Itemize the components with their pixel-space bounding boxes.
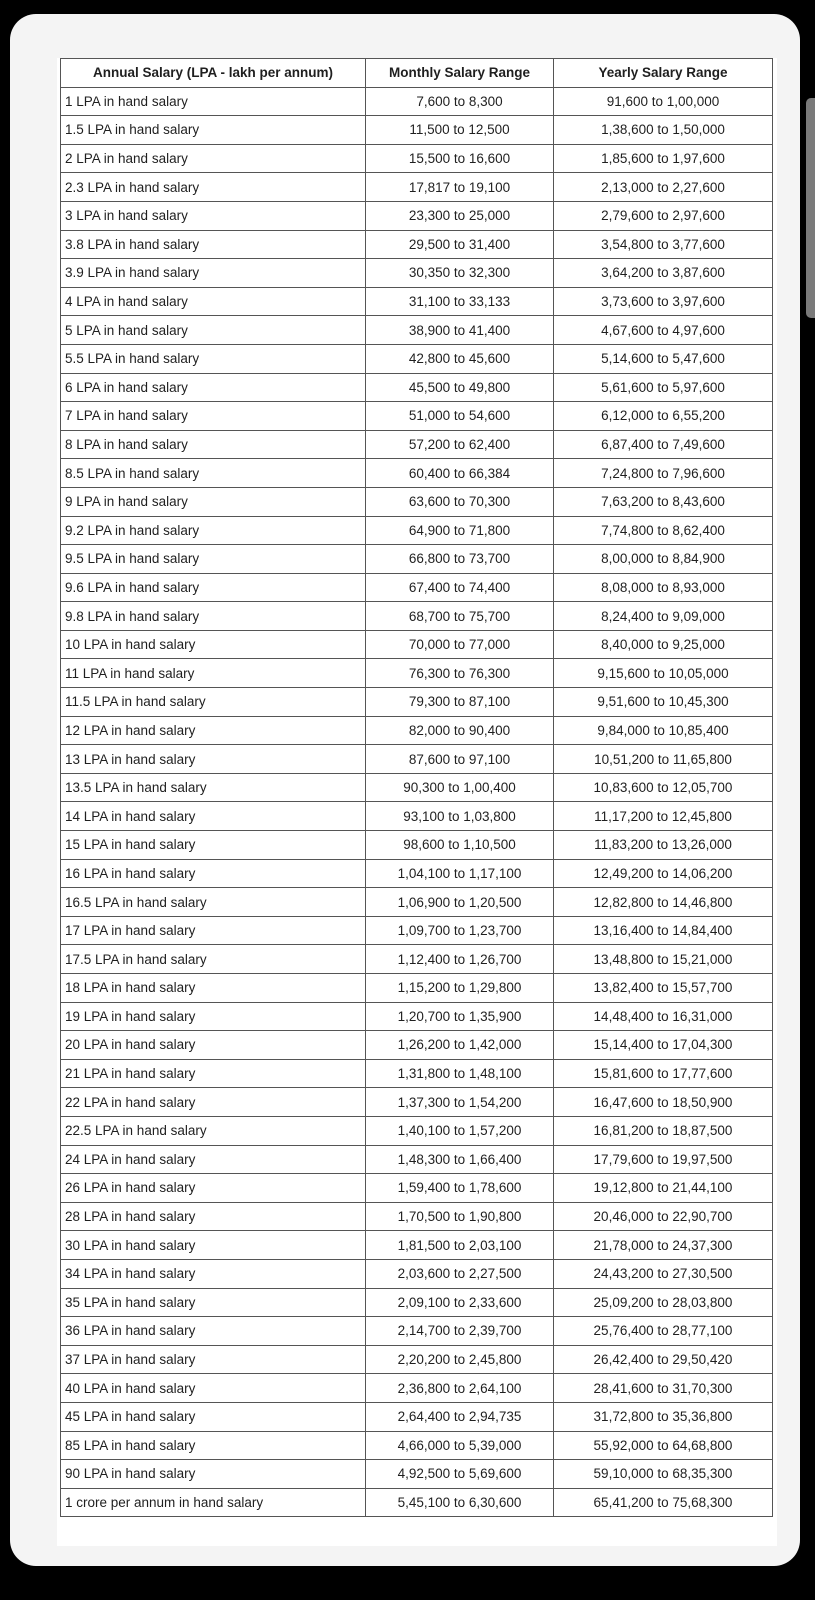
annual-salary-cell: 10 LPA in hand salary bbox=[61, 630, 366, 659]
annual-salary-cell: 18 LPA in hand salary bbox=[61, 974, 366, 1003]
monthly-range-cell: 98,600 to 1,10,500 bbox=[366, 831, 554, 860]
table-row bbox=[61, 831, 773, 860]
monthly-range-cell: 76,300 to 76,300 bbox=[366, 659, 554, 688]
monthly-range-cell: 1,20,700 to 1,35,900 bbox=[366, 1002, 554, 1031]
monthly-range-cell: 23,300 to 25,000 bbox=[366, 201, 554, 230]
annual-salary-cell: 20 LPA in hand salary bbox=[61, 1031, 366, 1060]
monthly-range-cell: 1,37,300 to 1,54,200 bbox=[366, 1088, 554, 1117]
yearly-range-cell: 17,79,600 to 19,97,500 bbox=[554, 1145, 773, 1174]
table-row bbox=[61, 116, 773, 145]
table-row bbox=[61, 1288, 773, 1317]
monthly-range-cell: 64,900 to 71,800 bbox=[366, 516, 554, 545]
table-row bbox=[61, 373, 773, 402]
yearly-range-cell: 8,40,000 to 9,25,000 bbox=[554, 630, 773, 659]
image-card bbox=[10, 14, 800, 1566]
monthly-range-cell: 1,04,100 to 1,17,100 bbox=[366, 859, 554, 888]
yearly-range-cell: 3,73,600 to 3,97,600 bbox=[554, 287, 773, 316]
monthly-range-cell: 63,600 to 70,300 bbox=[366, 487, 554, 516]
yearly-range-cell: 9,84,000 to 10,85,400 bbox=[554, 716, 773, 745]
yearly-range-cell: 11,17,200 to 12,45,800 bbox=[554, 802, 773, 831]
table-row bbox=[61, 859, 773, 888]
annual-salary-cell: 16 LPA in hand salary bbox=[61, 859, 366, 888]
annual-salary-cell: 22 LPA in hand salary bbox=[61, 1088, 366, 1117]
table-row bbox=[61, 974, 773, 1003]
annual-salary-cell: 26 LPA in hand salary bbox=[61, 1174, 366, 1203]
yearly-range-cell: 6,87,400 to 7,49,600 bbox=[554, 430, 773, 459]
table-row bbox=[61, 1088, 773, 1117]
annual-salary-cell: 35 LPA in hand salary bbox=[61, 1288, 366, 1317]
table-row bbox=[61, 916, 773, 945]
monthly-range-cell: 87,600 to 97,100 bbox=[366, 745, 554, 774]
annual-salary-cell: 6 LPA in hand salary bbox=[61, 373, 366, 402]
monthly-range-cell: 31,100 to 33,133 bbox=[366, 287, 554, 316]
yearly-range-cell: 12,49,200 to 14,06,200 bbox=[554, 859, 773, 888]
yearly-range-cell: 4,67,600 to 4,97,600 bbox=[554, 316, 773, 345]
monthly-range-cell: 1,12,400 to 1,26,700 bbox=[366, 945, 554, 974]
yearly-range-cell: 7,63,200 to 8,43,600 bbox=[554, 487, 773, 516]
annual-salary-cell: 7 LPA in hand salary bbox=[61, 402, 366, 431]
monthly-range-cell: 1,40,100 to 1,57,200 bbox=[366, 1116, 554, 1145]
yearly-range-cell: 65,41,200 to 75,68,300 bbox=[554, 1488, 773, 1517]
monthly-range-cell: 2,20,200 to 2,45,800 bbox=[366, 1345, 554, 1374]
yearly-range-cell: 13,16,400 to 14,84,400 bbox=[554, 916, 773, 945]
annual-salary-cell: 37 LPA in hand salary bbox=[61, 1345, 366, 1374]
table-row bbox=[61, 516, 773, 545]
table-row bbox=[61, 459, 773, 488]
annual-salary-cell: 24 LPA in hand salary bbox=[61, 1145, 366, 1174]
yearly-range-cell: 15,14,400 to 17,04,300 bbox=[554, 1031, 773, 1060]
annual-salary-cell: 14 LPA in hand salary bbox=[61, 802, 366, 831]
yearly-range-cell: 16,47,600 to 18,50,900 bbox=[554, 1088, 773, 1117]
monthly-range-cell: 60,400 to 66,384 bbox=[366, 459, 554, 488]
annual-salary-cell: 3.8 LPA in hand salary bbox=[61, 230, 366, 259]
annual-salary-cell: 9.8 LPA in hand salary bbox=[61, 602, 366, 631]
annual-salary-cell: 1.5 LPA in hand salary bbox=[61, 116, 366, 145]
table-row bbox=[61, 573, 773, 602]
monthly-range-cell: 82,000 to 90,400 bbox=[366, 716, 554, 745]
monthly-range-cell: 38,900 to 41,400 bbox=[366, 316, 554, 345]
monthly-range-cell: 2,14,700 to 2,39,700 bbox=[366, 1317, 554, 1346]
table-row bbox=[61, 1002, 773, 1031]
annual-salary-cell: 9 LPA in hand salary bbox=[61, 487, 366, 516]
table-row bbox=[61, 716, 773, 745]
yearly-range-cell: 8,24,400 to 9,09,000 bbox=[554, 602, 773, 631]
monthly-range-cell: 1,09,700 to 1,23,700 bbox=[366, 916, 554, 945]
yearly-range-cell: 10,51,200 to 11,65,800 bbox=[554, 745, 773, 774]
monthly-range-cell: 11,500 to 12,500 bbox=[366, 116, 554, 145]
annual-salary-cell: 85 LPA in hand salary bbox=[61, 1431, 366, 1460]
annual-salary-cell: 30 LPA in hand salary bbox=[61, 1231, 366, 1260]
monthly-range-cell: 4,66,000 to 5,39,000 bbox=[366, 1431, 554, 1460]
yearly-range-cell: 3,64,200 to 3,87,600 bbox=[554, 259, 773, 288]
monthly-range-cell: 45,500 to 49,800 bbox=[366, 373, 554, 402]
yearly-range-cell: 3,54,800 to 3,77,600 bbox=[554, 230, 773, 259]
yearly-range-cell: 13,48,800 to 15,21,000 bbox=[554, 945, 773, 974]
header-monthly-range: Monthly Salary Range bbox=[366, 59, 554, 88]
monthly-range-cell: 5,45,100 to 6,30,600 bbox=[366, 1488, 554, 1517]
monthly-range-cell: 1,06,900 to 1,20,500 bbox=[366, 888, 554, 917]
yearly-range-cell: 21,78,000 to 24,37,300 bbox=[554, 1231, 773, 1260]
yearly-range-cell: 1,38,600 to 1,50,000 bbox=[554, 116, 773, 145]
table-row bbox=[61, 1231, 773, 1260]
yearly-range-cell: 24,43,200 to 27,30,500 bbox=[554, 1259, 773, 1288]
table-row bbox=[61, 402, 773, 431]
annual-salary-cell: 2 LPA in hand salary bbox=[61, 144, 366, 173]
table-row bbox=[61, 602, 773, 631]
annual-salary-cell: 3.9 LPA in hand salary bbox=[61, 259, 366, 288]
yearly-range-cell: 55,92,000 to 64,68,800 bbox=[554, 1431, 773, 1460]
monthly-range-cell: 70,000 to 77,000 bbox=[366, 630, 554, 659]
yearly-range-cell: 10,83,600 to 12,05,700 bbox=[554, 773, 773, 802]
monthly-range-cell: 51,000 to 54,600 bbox=[366, 402, 554, 431]
table-row bbox=[61, 259, 773, 288]
yearly-range-cell: 6,12,000 to 6,55,200 bbox=[554, 402, 773, 431]
table-row bbox=[61, 173, 773, 202]
monthly-range-cell: 1,81,500 to 2,03,100 bbox=[366, 1231, 554, 1260]
annual-salary-cell: 1 LPA in hand salary bbox=[61, 87, 366, 116]
table-row bbox=[61, 87, 773, 116]
table-row bbox=[61, 1374, 773, 1403]
yearly-range-cell: 9,15,600 to 10,05,000 bbox=[554, 659, 773, 688]
monthly-range-cell: 68,700 to 75,700 bbox=[366, 602, 554, 631]
annual-salary-cell: 8 LPA in hand salary bbox=[61, 430, 366, 459]
annual-salary-cell: 3 LPA in hand salary bbox=[61, 201, 366, 230]
yearly-range-cell: 2,79,600 to 2,97,600 bbox=[554, 201, 773, 230]
yearly-range-cell: 25,09,200 to 28,03,800 bbox=[554, 1288, 773, 1317]
monthly-range-cell: 30,350 to 32,300 bbox=[366, 259, 554, 288]
monthly-range-cell: 1,31,800 to 1,48,100 bbox=[366, 1059, 554, 1088]
yearly-range-cell: 26,42,400 to 29,50,420 bbox=[554, 1345, 773, 1374]
annual-salary-cell: 2.3 LPA in hand salary bbox=[61, 173, 366, 202]
document-sheet bbox=[57, 58, 777, 1546]
yearly-range-cell: 1,85,600 to 1,97,600 bbox=[554, 144, 773, 173]
annual-salary-cell: 1 crore per annum in hand salary bbox=[61, 1488, 366, 1517]
annual-salary-cell: 22.5 LPA in hand salary bbox=[61, 1116, 366, 1145]
annual-salary-cell: 15 LPA in hand salary bbox=[61, 831, 366, 860]
table-row bbox=[61, 1488, 773, 1517]
yearly-range-cell: 9,51,600 to 10,45,300 bbox=[554, 688, 773, 717]
annual-salary-cell: 28 LPA in hand salary bbox=[61, 1202, 366, 1231]
table-row bbox=[61, 688, 773, 717]
annual-salary-cell: 13 LPA in hand salary bbox=[61, 745, 366, 774]
annual-salary-cell: 34 LPA in hand salary bbox=[61, 1259, 366, 1288]
annual-salary-cell: 36 LPA in hand salary bbox=[61, 1317, 366, 1346]
annual-salary-cell: 9.5 LPA in hand salary bbox=[61, 545, 366, 574]
annual-salary-cell: 17 LPA in hand salary bbox=[61, 916, 366, 945]
table-row bbox=[61, 287, 773, 316]
yearly-range-cell: 7,24,800 to 7,96,600 bbox=[554, 459, 773, 488]
header-annual-salary: Annual Salary (LPA - lakh per annum) bbox=[61, 59, 366, 88]
yearly-range-cell: 11,83,200 to 13,26,000 bbox=[554, 831, 773, 860]
monthly-range-cell: 90,300 to 1,00,400 bbox=[366, 773, 554, 802]
yearly-range-cell: 59,10,000 to 68,35,300 bbox=[554, 1460, 773, 1489]
annual-salary-cell: 11.5 LPA in hand salary bbox=[61, 688, 366, 717]
annual-salary-cell: 9.6 LPA in hand salary bbox=[61, 573, 366, 602]
table-row bbox=[61, 1345, 773, 1374]
yearly-range-cell: 5,14,600 to 5,47,600 bbox=[554, 344, 773, 373]
table-row bbox=[61, 1059, 773, 1088]
table-row bbox=[61, 201, 773, 230]
annual-salary-cell: 17.5 LPA in hand salary bbox=[61, 945, 366, 974]
annual-salary-cell: 19 LPA in hand salary bbox=[61, 1002, 366, 1031]
yearly-range-cell: 25,76,400 to 28,77,100 bbox=[554, 1317, 773, 1346]
yearly-range-cell: 20,46,000 to 22,90,700 bbox=[554, 1202, 773, 1231]
annual-salary-cell: 21 LPA in hand salary bbox=[61, 1059, 366, 1088]
table-row bbox=[61, 1202, 773, 1231]
annual-salary-cell: 4 LPA in hand salary bbox=[61, 287, 366, 316]
monthly-range-cell: 93,100 to 1,03,800 bbox=[366, 802, 554, 831]
header-yearly-range: Yearly Salary Range bbox=[554, 59, 773, 88]
yearly-range-cell: 7,74,800 to 8,62,400 bbox=[554, 516, 773, 545]
yearly-range-cell: 28,41,600 to 31,70,300 bbox=[554, 1374, 773, 1403]
monthly-range-cell: 2,64,400 to 2,94,735 bbox=[366, 1402, 554, 1431]
annual-salary-cell: 9.2 LPA in hand salary bbox=[61, 516, 366, 545]
annual-salary-cell: 90 LPA in hand salary bbox=[61, 1460, 366, 1489]
annual-salary-cell: 12 LPA in hand salary bbox=[61, 716, 366, 745]
monthly-range-cell: 1,26,200 to 1,42,000 bbox=[366, 1031, 554, 1060]
yearly-range-cell: 16,81,200 to 18,87,500 bbox=[554, 1116, 773, 1145]
table-header-row bbox=[61, 59, 773, 88]
yearly-range-cell: 15,81,600 to 17,77,600 bbox=[554, 1059, 773, 1088]
table-row bbox=[61, 1145, 773, 1174]
table-row bbox=[61, 659, 773, 688]
annual-salary-cell: 8.5 LPA in hand salary bbox=[61, 459, 366, 488]
table-row bbox=[61, 1116, 773, 1145]
table-row bbox=[61, 344, 773, 373]
yearly-range-cell: 13,82,400 to 15,57,700 bbox=[554, 974, 773, 1003]
monthly-range-cell: 2,36,800 to 2,64,100 bbox=[366, 1374, 554, 1403]
table-row bbox=[61, 1460, 773, 1489]
table-row bbox=[61, 487, 773, 516]
table-row bbox=[61, 1402, 773, 1431]
table-row bbox=[61, 1031, 773, 1060]
monthly-range-cell: 57,200 to 62,400 bbox=[366, 430, 554, 459]
monthly-range-cell: 1,59,400 to 1,78,600 bbox=[366, 1174, 554, 1203]
table-row bbox=[61, 1174, 773, 1203]
table-row bbox=[61, 773, 773, 802]
yearly-range-cell: 91,600 to 1,00,000 bbox=[554, 87, 773, 116]
yearly-range-cell: 19,12,800 to 21,44,100 bbox=[554, 1174, 773, 1203]
table-row bbox=[61, 545, 773, 574]
table-row bbox=[61, 945, 773, 974]
monthly-range-cell: 67,400 to 74,400 bbox=[366, 573, 554, 602]
scroll-indicator bbox=[806, 98, 815, 318]
annual-salary-cell: 16.5 LPA in hand salary bbox=[61, 888, 366, 917]
yearly-range-cell: 5,61,600 to 5,97,600 bbox=[554, 373, 773, 402]
bottom-bar bbox=[0, 1586, 815, 1600]
yearly-range-cell: 12,82,800 to 14,46,800 bbox=[554, 888, 773, 917]
table-row bbox=[61, 745, 773, 774]
yearly-range-cell: 8,08,000 to 8,93,000 bbox=[554, 573, 773, 602]
monthly-range-cell: 17,817 to 19,100 bbox=[366, 173, 554, 202]
annual-salary-cell: 45 LPA in hand salary bbox=[61, 1402, 366, 1431]
monthly-range-cell: 1,70,500 to 1,90,800 bbox=[366, 1202, 554, 1231]
monthly-range-cell: 7,600 to 8,300 bbox=[366, 87, 554, 116]
monthly-range-cell: 66,800 to 73,700 bbox=[366, 545, 554, 574]
annual-salary-cell: 5 LPA in hand salary bbox=[61, 316, 366, 345]
monthly-range-cell: 1,48,300 to 1,66,400 bbox=[366, 1145, 554, 1174]
table-row bbox=[61, 430, 773, 459]
monthly-range-cell: 2,09,100 to 2,33,600 bbox=[366, 1288, 554, 1317]
table-row bbox=[61, 888, 773, 917]
monthly-range-cell: 1,15,200 to 1,29,800 bbox=[366, 974, 554, 1003]
annual-salary-cell: 5.5 LPA in hand salary bbox=[61, 344, 366, 373]
yearly-range-cell: 2,13,000 to 2,27,600 bbox=[554, 173, 773, 202]
monthly-range-cell: 2,03,600 to 2,27,500 bbox=[366, 1259, 554, 1288]
yearly-range-cell: 14,48,400 to 16,31,000 bbox=[554, 1002, 773, 1031]
yearly-range-cell: 8,00,000 to 8,84,900 bbox=[554, 545, 773, 574]
table-row bbox=[61, 1259, 773, 1288]
annual-salary-cell: 11 LPA in hand salary bbox=[61, 659, 366, 688]
table-row bbox=[61, 630, 773, 659]
monthly-range-cell: 4,92,500 to 5,69,600 bbox=[366, 1460, 554, 1489]
table-row bbox=[61, 802, 773, 831]
monthly-range-cell: 79,300 to 87,100 bbox=[366, 688, 554, 717]
salary-table bbox=[60, 58, 773, 1517]
monthly-range-cell: 15,500 to 16,600 bbox=[366, 144, 554, 173]
annual-salary-cell: 40 LPA in hand salary bbox=[61, 1374, 366, 1403]
annual-salary-cell: 13.5 LPA in hand salary bbox=[61, 773, 366, 802]
table-row bbox=[61, 230, 773, 259]
table-row bbox=[61, 144, 773, 173]
table-body bbox=[61, 87, 773, 1517]
monthly-range-cell: 42,800 to 45,600 bbox=[366, 344, 554, 373]
table-row bbox=[61, 1317, 773, 1346]
table-row bbox=[61, 1431, 773, 1460]
monthly-range-cell: 29,500 to 31,400 bbox=[366, 230, 554, 259]
table-row bbox=[61, 316, 773, 345]
yearly-range-cell: 31,72,800 to 35,36,800 bbox=[554, 1402, 773, 1431]
